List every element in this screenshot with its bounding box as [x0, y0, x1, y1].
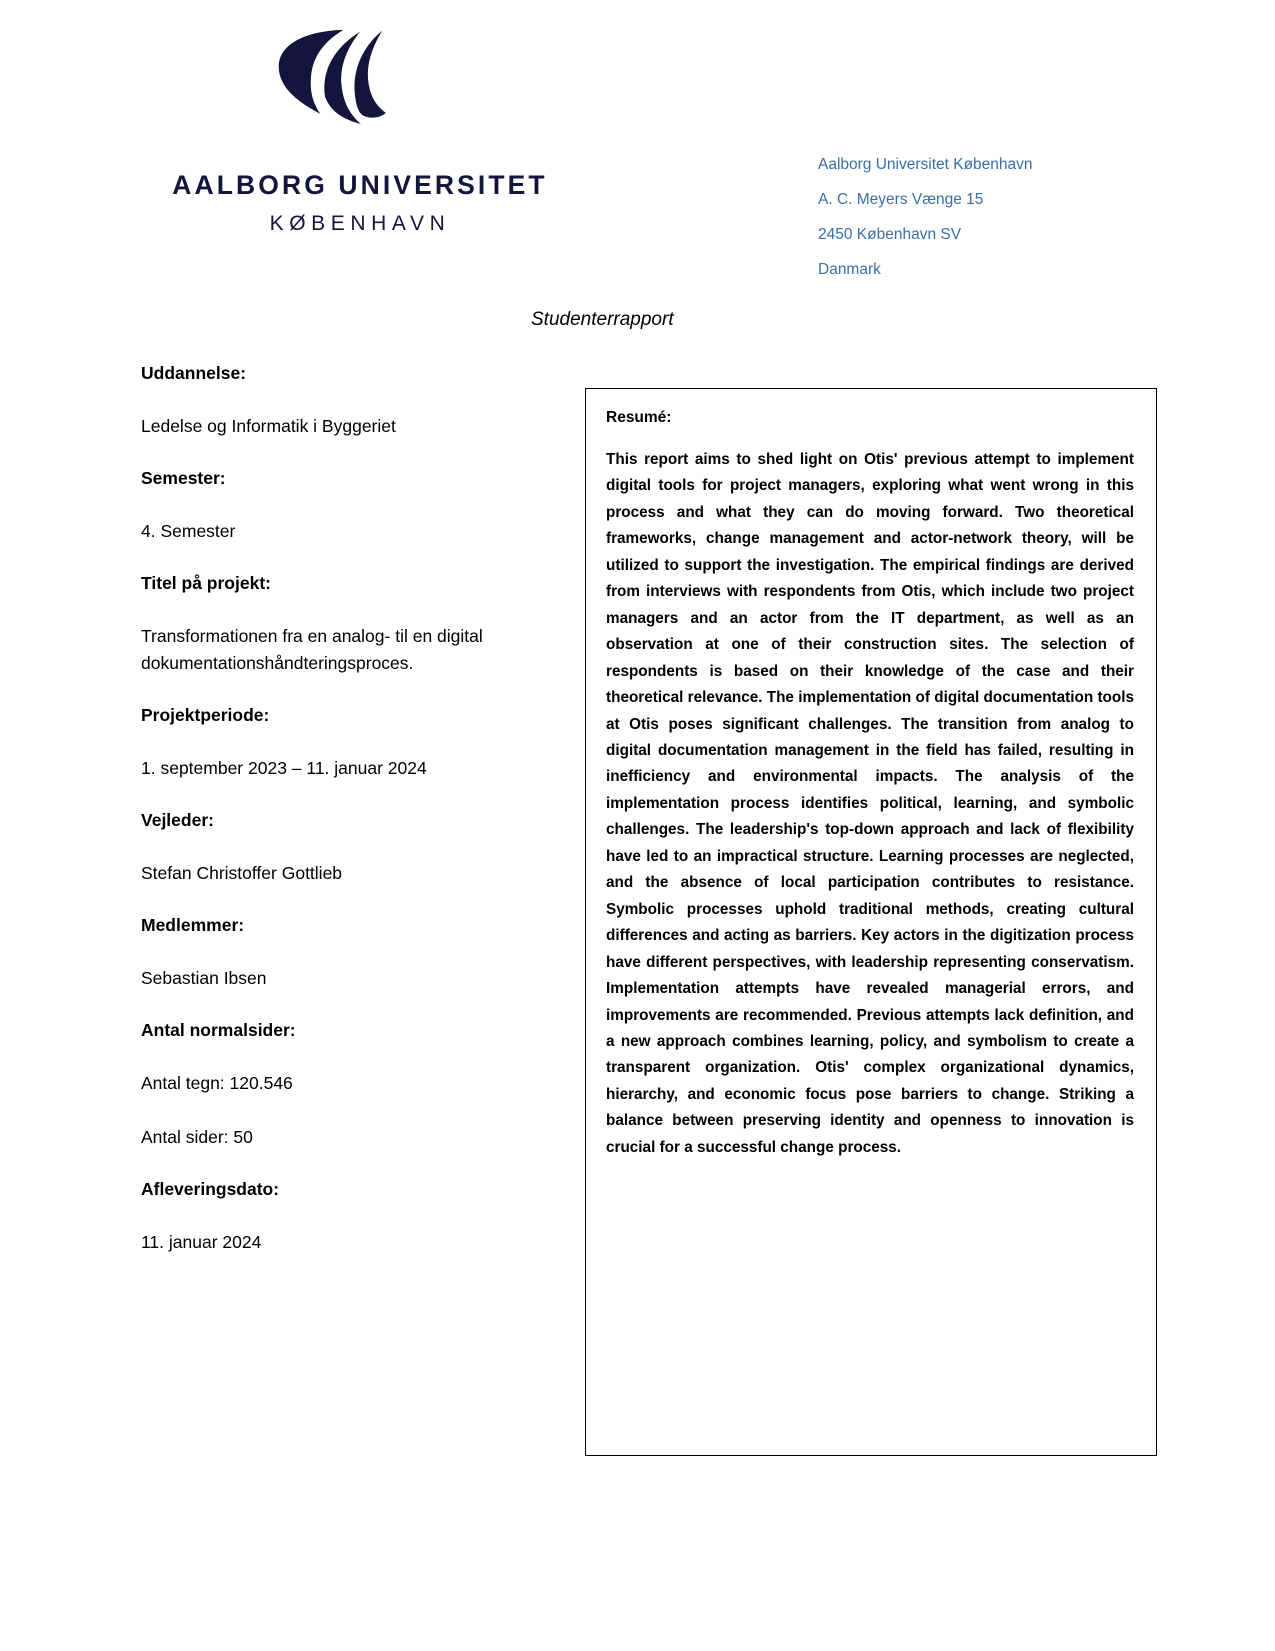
aalborg-university-seagull-logo-icon — [260, 28, 460, 148]
semester-value: 4. Semester — [141, 520, 236, 541]
abstract-box — [585, 388, 1157, 1456]
address-line-street: A. C. Meyers Vænge 15 — [818, 191, 984, 208]
supervisor-label: Vejleder: — [141, 810, 214, 831]
address-line-country: Danmark — [818, 261, 881, 278]
university-address-block — [818, 147, 1148, 287]
address-line-institution: Aalborg Universitet København — [818, 156, 1033, 173]
due-date-value: 11. januar 2024 — [141, 1232, 262, 1253]
report-type-label: Studenterrapport — [531, 309, 674, 330]
character-count-value: Antal tegn: 120.546 — [141, 1073, 293, 1093]
address-line-city: 2450 København SV — [818, 226, 962, 243]
abstract-heading: Resumé: — [606, 409, 672, 426]
university-campus-wordmark: KØBENHAVN — [269, 212, 451, 235]
project-period-value: 1. september 2023 – 11. januar 2024 — [141, 758, 427, 778]
semester-label: Semester: — [141, 468, 226, 488]
due-date-label: Afleveringsdato: — [141, 1179, 280, 1200]
supervisor-value: Stefan Christoffer Gottlieb — [141, 863, 343, 883]
project-title-value: Transformationen fra en analog- til en digital dokumentationshåndteringsproces. — [141, 625, 483, 673]
university-logo-block — [140, 28, 580, 236]
project-title-label: Titel på projekt: — [141, 573, 271, 593]
page-count-value: Antal sider: 50 — [141, 1127, 253, 1148]
members-value: Sebastian Ibsen — [141, 968, 267, 988]
university-wordmark: AALBORG UNIVERSITET — [172, 170, 548, 200]
abstract-body-text: This report aims to shed light on Otis' previous attempt to implement digital tools for project managers, exploring what went wrong in this process and what they can do moving forward. Two theoretical frameworks, change management and actor-network theory, will be utilized to support the investigation. The empirical findings are derived from interviews with respondents from Otis, which include two project managers and an actor from the IT department, as well as an observation at one of their construction sites. The selection of respondents is based on their knowledge of the case and their theoretical relevance. The implementation of digital documentation tools at Otis poses significant challenges. The transition from analog to digital documentation management in the field has failed, resulting in inefficiency and environmental impacts. The analysis of the implementation process identifies political, learning, and symbolic challenges. The leadership's top-down approach and lack of flexibility have led to an impractical structure. Learning processes are neglected, and the absence of local participation contributes to resistance. Symbolic processes uphold traditional methods, creating cultural differences and acting as barriers. Key actors in the digitization process have different perspectives, with leadership representing conservatism. Implementation attempts have revealed managerial errors, and improvements are recommended. Previous attempts lack definition, and a new approach combines learning, policy, and symbolism to create a transparent organization. Otis' complex organizational dynamics, hierarchy, and economic focus pose barriers to change. Striking a balance between preserving identity and openness to innovation is crucial for a successful change process. — [606, 451, 1134, 1156]
education-value: Ledelse og Informatik i Byggeriet — [141, 415, 396, 436]
normal-pages-label: Antal normalsider: — [141, 1020, 296, 1041]
project-period-label: Projektperiode: — [141, 705, 270, 726]
project-metadata-column — [141, 363, 561, 1284]
members-label: Medlemmer: — [141, 915, 245, 936]
education-label: Uddannelse: — [141, 363, 247, 383]
